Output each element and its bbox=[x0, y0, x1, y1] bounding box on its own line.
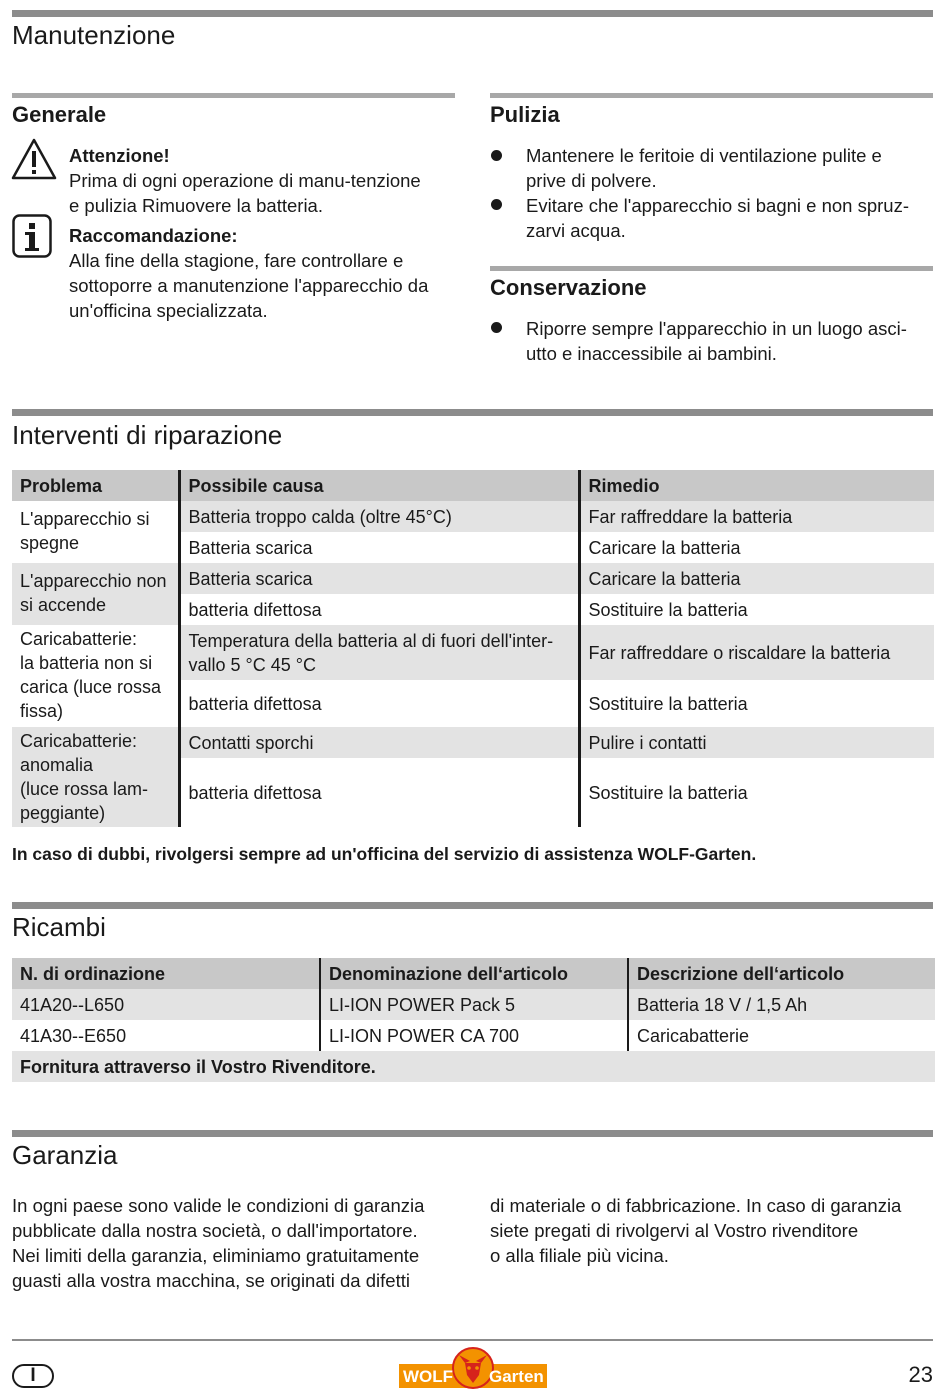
problem-text: la batteria non si bbox=[20, 653, 153, 673]
problem-text: L'apparecchio non bbox=[20, 571, 167, 591]
pulizia-item: Evitare che l'apparecchio si bagni e non spruz- bbox=[526, 195, 909, 216]
page-title: Manutenzione bbox=[12, 20, 176, 50]
section-rule bbox=[12, 902, 933, 909]
problem-text: fissa) bbox=[20, 701, 64, 721]
subsection-rule bbox=[12, 93, 455, 98]
cause-cell bbox=[179, 625, 579, 680]
subsection-rule bbox=[490, 266, 933, 271]
ricambi-heading: Ricambi bbox=[12, 912, 106, 942]
column-header: Rimedio bbox=[579, 470, 934, 501]
column-header: Problema bbox=[12, 470, 179, 501]
order-number-cell: 41A30--E650 bbox=[20, 1025, 127, 1046]
table-row bbox=[12, 563, 934, 594]
problem-text: anomalia bbox=[20, 755, 94, 775]
cause-cell: Batteria troppo calda (oltre 45°C) bbox=[179, 501, 579, 532]
problem-cell bbox=[12, 727, 179, 827]
problem-text: si accende bbox=[20, 595, 107, 615]
warning-title: Attenzione! bbox=[69, 145, 170, 166]
riparazione-heading: Interventi di riparazione bbox=[12, 420, 283, 450]
remedy-cell: Far raffreddare la batteria bbox=[579, 501, 934, 532]
logo-text-left: WOLF bbox=[403, 1367, 454, 1386]
garanzia-text: di materiale o di fabbricazione. In caso di garanzia bbox=[490, 1195, 902, 1216]
section-rule bbox=[12, 10, 933, 17]
article-description-cell: Batteria 18 V / 1,5 Ah bbox=[628, 989, 935, 1020]
table-row bbox=[12, 625, 934, 680]
repair-note: In caso di dubbi, rivolgersi sempre ad un'officina del servizio di assistenza WOLF-Garten. bbox=[12, 844, 757, 864]
bullet-icon bbox=[491, 150, 502, 161]
table-header-row bbox=[12, 470, 934, 501]
column-header: Descrizione dell‘articolo bbox=[628, 958, 935, 989]
info-icon bbox=[12, 214, 52, 263]
problem-cell bbox=[12, 501, 179, 563]
spare-parts-table bbox=[12, 958, 935, 1082]
generale-heading: Generale bbox=[12, 102, 107, 127]
problem-text: L'apparecchio si bbox=[20, 509, 150, 529]
wolf-garten-logo bbox=[399, 1347, 547, 1394]
pulizia-heading: Pulizia bbox=[490, 102, 560, 127]
remedy-cell: Caricare la batteria bbox=[579, 563, 934, 594]
cause-cell: Batteria scarica bbox=[179, 532, 579, 563]
problem-cell bbox=[12, 563, 179, 625]
problem-cell bbox=[12, 625, 179, 727]
language-badge: I bbox=[12, 1364, 54, 1388]
pulizia-item: prive di polvere. bbox=[526, 170, 657, 191]
table-header-row bbox=[12, 958, 935, 989]
remedy-cell: Sostituire la batteria bbox=[579, 680, 934, 727]
conservazione-heading: Conservazione bbox=[490, 275, 647, 300]
warning-line: e pulizia Rimuovere la batteria. bbox=[69, 195, 323, 216]
column-header: Denominazione dell‘articolo bbox=[320, 958, 628, 989]
garanzia-text: guasti alla vostra macchina, se originati da difetti bbox=[12, 1270, 410, 1291]
table-row bbox=[12, 1020, 935, 1051]
subsection-rule bbox=[490, 93, 933, 98]
problem-text: Caricabatterie: bbox=[20, 731, 138, 751]
info-line: Alla fine della stagione, fare controllare e bbox=[69, 250, 404, 271]
column-header: N. di ordinazione bbox=[12, 958, 320, 989]
article-name-cell: LI-ION POWER Pack 5 bbox=[320, 989, 628, 1020]
info-title: Raccomandazione: bbox=[69, 225, 238, 246]
conservazione-item: Riporre sempre l'apparecchio in un luogo asci- bbox=[526, 318, 907, 339]
page-number: 23 bbox=[908, 1362, 933, 1387]
supply-note: Fornitura attraverso il Vostro Rivenditore. bbox=[12, 1051, 935, 1082]
garanzia-text: In ogni paese sono valide le condizioni di garanzia bbox=[12, 1195, 425, 1216]
article-name-cell: LI-ION POWER CA 700 bbox=[320, 1020, 628, 1051]
footer-rule bbox=[12, 1339, 933, 1341]
table-row bbox=[12, 989, 935, 1020]
cause-cell: Batteria scarica bbox=[179, 563, 579, 594]
remedy-cell: Far raffreddare o riscaldare la batteria bbox=[579, 625, 934, 680]
garanzia-text: Nei limiti della garanzia, eliminiamo gratuitamente bbox=[12, 1245, 420, 1266]
cause-cell: batteria difettosa bbox=[179, 680, 579, 727]
info-line: sottoporre a manutenzione l'apparecchio da bbox=[69, 275, 429, 296]
remedy-cell: Caricare la batteria bbox=[579, 532, 934, 563]
problem-text: spegne bbox=[20, 533, 80, 553]
cause-cell: Contatti sporchi bbox=[179, 727, 579, 758]
remedy-cell: Pulire i contatti bbox=[579, 727, 934, 758]
remedy-cell: Sostituire la batteria bbox=[579, 594, 934, 625]
garanzia-heading: Garanzia bbox=[12, 1140, 118, 1170]
cause-text: vallo 5 °C 45 °C bbox=[188, 654, 316, 675]
garanzia-text: o alla filiale più vicina. bbox=[490, 1245, 669, 1266]
article-description-cell: Caricabatterie bbox=[628, 1020, 935, 1051]
pulizia-item: zarvi acqua. bbox=[526, 220, 626, 241]
garanzia-text: pubblicate dalla nostra società, o dall'importatore. bbox=[12, 1220, 418, 1241]
repair-table bbox=[12, 470, 934, 827]
info-line: un'officina specializzata. bbox=[69, 300, 268, 321]
garanzia-text: siete pregati di rivolgervi al Vostro rivenditore bbox=[490, 1220, 859, 1241]
problem-text: carica (luce rossa bbox=[20, 677, 162, 697]
column-header: Possibile causa bbox=[179, 470, 579, 501]
bullet-icon bbox=[491, 199, 502, 210]
warning-triangle-icon bbox=[11, 138, 57, 185]
conservazione-item: utto e inaccessibile ai bambini. bbox=[526, 343, 777, 364]
table-footer-row bbox=[12, 1051, 935, 1082]
problem-text: (luce rossa lam- bbox=[20, 779, 149, 799]
remedy-cell: Sostituire la batteria bbox=[579, 758, 934, 827]
problem-text: Caricabatterie: bbox=[20, 629, 138, 649]
order-number-cell: 41A20--L650 bbox=[12, 989, 320, 1020]
warning-line: Prima di ogni operazione di manu-tenzione bbox=[69, 170, 421, 191]
logo-text-right: Garten bbox=[489, 1367, 544, 1386]
problem-text: peggiante) bbox=[20, 803, 106, 823]
cause-cell: batteria difettosa bbox=[179, 758, 579, 827]
section-rule bbox=[12, 409, 933, 416]
pulizia-item: Mantenere le feritoie di ventilazione pulite e bbox=[526, 145, 882, 166]
table-row bbox=[12, 727, 934, 758]
section-rule bbox=[12, 1130, 933, 1137]
bullet-icon bbox=[491, 322, 502, 333]
table-row bbox=[12, 501, 934, 532]
cause-text: Temperatura della batteria al di fuori dell'inter- bbox=[188, 630, 554, 651]
cause-cell: batteria difettosa bbox=[179, 594, 579, 625]
